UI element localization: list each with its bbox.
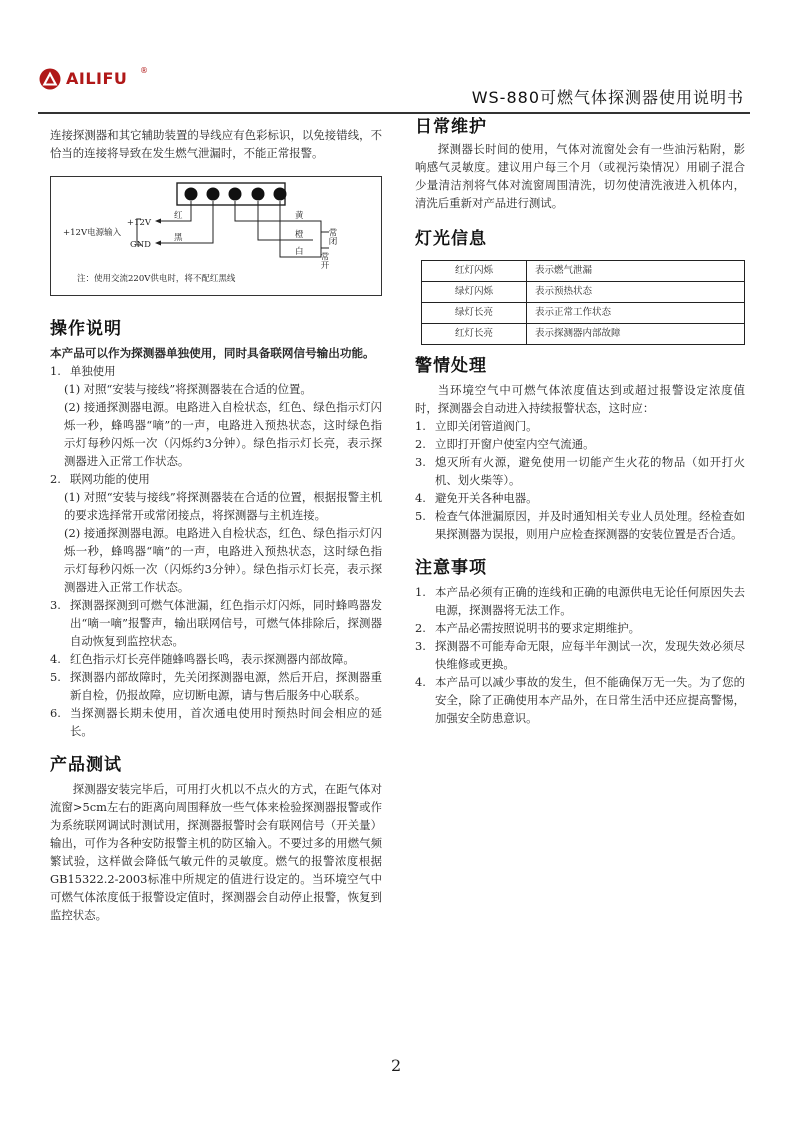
normally-open-label: 常开 [319,252,329,269]
white-wire-label: 白 [295,247,304,257]
testing-heading: 产品测试 [50,755,122,775]
pos-label: +12V [126,218,151,228]
testing-paragraph: 探测器安装完毕后，可用打火机以不点火的方式，在距气体对流窗>5cm左右的距离向周围释放一些气体来检验探测器报警或作为系统联网调试时测试用，探测器报警时会有联网信号（开关量）输出，可作为各种安防报警主机的防区输入。不要过多的用燃气频繁试验，这样做会降低气敏元件的灵敏度。燃气的报警浓度根据GB15322.2-2003标准中所规定的值进行设定的。当环境空气中可燃气体浓度低于报警设定值时，探测器会自动停止报警，恢复到监控状态。 [50,782,382,922]
list-item: 3. 探测器探测到可燃气体泄漏，红色指示灯闪烁，同时蜂鸣器发出“嘀一嘀”报警声，输出联网信号，可燃气体排除后，探测器自动恢复到监控状态。 [50,598,382,648]
yellow-wire-label: 黄 [295,211,304,221]
lights-table [421,260,745,345]
table-row: 绿灯闪烁 表示预热状态 [422,282,745,303]
table-row: 红灯闪烁 表示燃气泄漏 [422,261,745,282]
header-divider [38,112,750,114]
gnd-label: GND [129,240,151,250]
list-item: 1. 本产品必须有正确的连线和正确的电源供电无论任何原因失去电源，探测器将无法工作。 [415,585,745,617]
notice-heading: 注意事项 [415,558,487,578]
document-title: WS-880可燃气体探测器使用说明书 [471,88,744,107]
list-item: (1) 对照“安装与接线”将探测器装在合适的位置，根据报警主机的要求选择常开或常闭接点，将探测器与主机连接。 [64,490,382,522]
maintenance-paragraph: 探测器长时间的使用，气体对流窗处会有一些油污粘附，影响感气灵敏度。建议用户每三个月（或视污染情况）用刷子混合少量清洁剂将气体对流窗周围清洗，切勿使清洗液进入机体内，清洗后重新对产品进行测试。 [415,142,745,210]
right-column [415,116,745,727]
brand-logo [38,66,158,92]
alarm-paragraph: 当环境空气中可燃气体浓度值达到或超过报警设定浓度值时，探测器会自动进入持续报警状态，这时应： [415,383,745,415]
list-item: 5. 探测器内部故障时，先关闭探测器电源，然后开启，探测器重新自检，仍报故障，应切断电源，请与售后服务中心联系。 [50,670,382,702]
brand-name: AILIFU [66,69,128,88]
list-item: 5. 检查气体泄漏原因，并及时通知相关专业人员处理。经检查如果探测器为误报，则用户应检查探测器的安装位置是否合适。 [415,509,745,541]
wiring-diagram-drawing [51,177,381,295]
registered-mark: ® [140,66,148,75]
list-item: 2. 联网功能的使用 [50,472,150,486]
list-item: (2) 接通探测器电源。电路进入自检状态，红色、绿色指示灯闪烁一秒，蜂鸣器“嘀”的一声，电路进入预热状态，这时绿色指示灯每秒闪烁一次（闪烁约3分钟）。绿色指示灯长亮，表示探测器进入正常工作状态。 [64,400,382,468]
black-wire-label: 黑 [174,233,183,243]
list-item: 1. 立即关闭管道阀门。 [415,419,538,433]
list-item: 4. 避免开关各种电器。 [415,491,538,505]
wiring-note: 注：使用交流220V供电时，将不配红黑线 [77,274,236,284]
lights-heading: 灯光信息 [415,229,487,249]
sub-list [50,488,382,596]
power-input-label: +12V电源输入 [63,228,122,238]
red-wire-label: 红 [174,211,183,221]
list-item: 4. 本产品可以减少事故的发生，但不能确保万无一失。为了您的安全，除了正确使用本产品外，在日常生活中还应提高警惕，加强安全防患意识。 [415,675,745,725]
list-item: 2. 立即打开窗户使室内空气流通。 [415,437,595,451]
intro-paragraph: 连接探测器和其它辅助装置的导线应有色彩标识，以免接错线，不恰当的连接将导致在发生燃气泄漏时，不能正常报警。 [50,128,382,160]
list-item: 4. 红色指示灯长亮伴随蜂鸣器长鸣，表示探测器内部故障。 [50,652,355,666]
table-row: 绿灯长亮 表示正常工作状态 [422,303,745,324]
page-number: 2 [391,1056,402,1075]
logo-triangle-icon [38,68,62,90]
alarm-heading: 警情处理 [415,356,487,376]
wiring-diagram [50,176,382,296]
maintenance-heading: 日常维护 [415,117,487,137]
operation-heading: 操作说明 [50,319,122,339]
list-item: (1) 对照“安装与接线”将探测器装在合适的位置。 [64,382,312,396]
list-item: 3. 探测器不可能寿命无限，应每半年测试一次，发现失效必须尽快维修或更换。 [415,639,745,671]
list-item: 6. 当探测器长期未使用，首次通电使用时预热时间会相应的延长。 [50,706,382,738]
table-row: 红灯长亮 表示探测器内部故障 [422,324,745,345]
operation-lead: 本产品可以作为探测器单独使用，同时具备联网信号输出功能。 [50,346,375,360]
sub-list [50,380,382,470]
list-item: 2. 本产品必需按照说明书的要求定期维护。 [415,621,641,635]
list-item: 1. 单独使用 [50,364,116,378]
orange-wire-label: 橙 [295,230,304,240]
list-item: (2) 接通探测器电源。电路进入自检状态，红色、绿色指示灯闪烁一秒，蜂鸣器“嘀”的一声，电路进入预热状态，这时绿色指示灯每秒闪烁一次（闪烁约3分钟）。绿色指示灯长亮，表示探测器进入正常工作状态。 [64,526,382,594]
list-item: 3. 熄灭所有火源，避免使用一切能产生火花的物品（如开打火机、划火柴等）。 [415,455,745,487]
normally-closed-label: 常闭 [327,228,337,245]
left-column [50,126,382,924]
